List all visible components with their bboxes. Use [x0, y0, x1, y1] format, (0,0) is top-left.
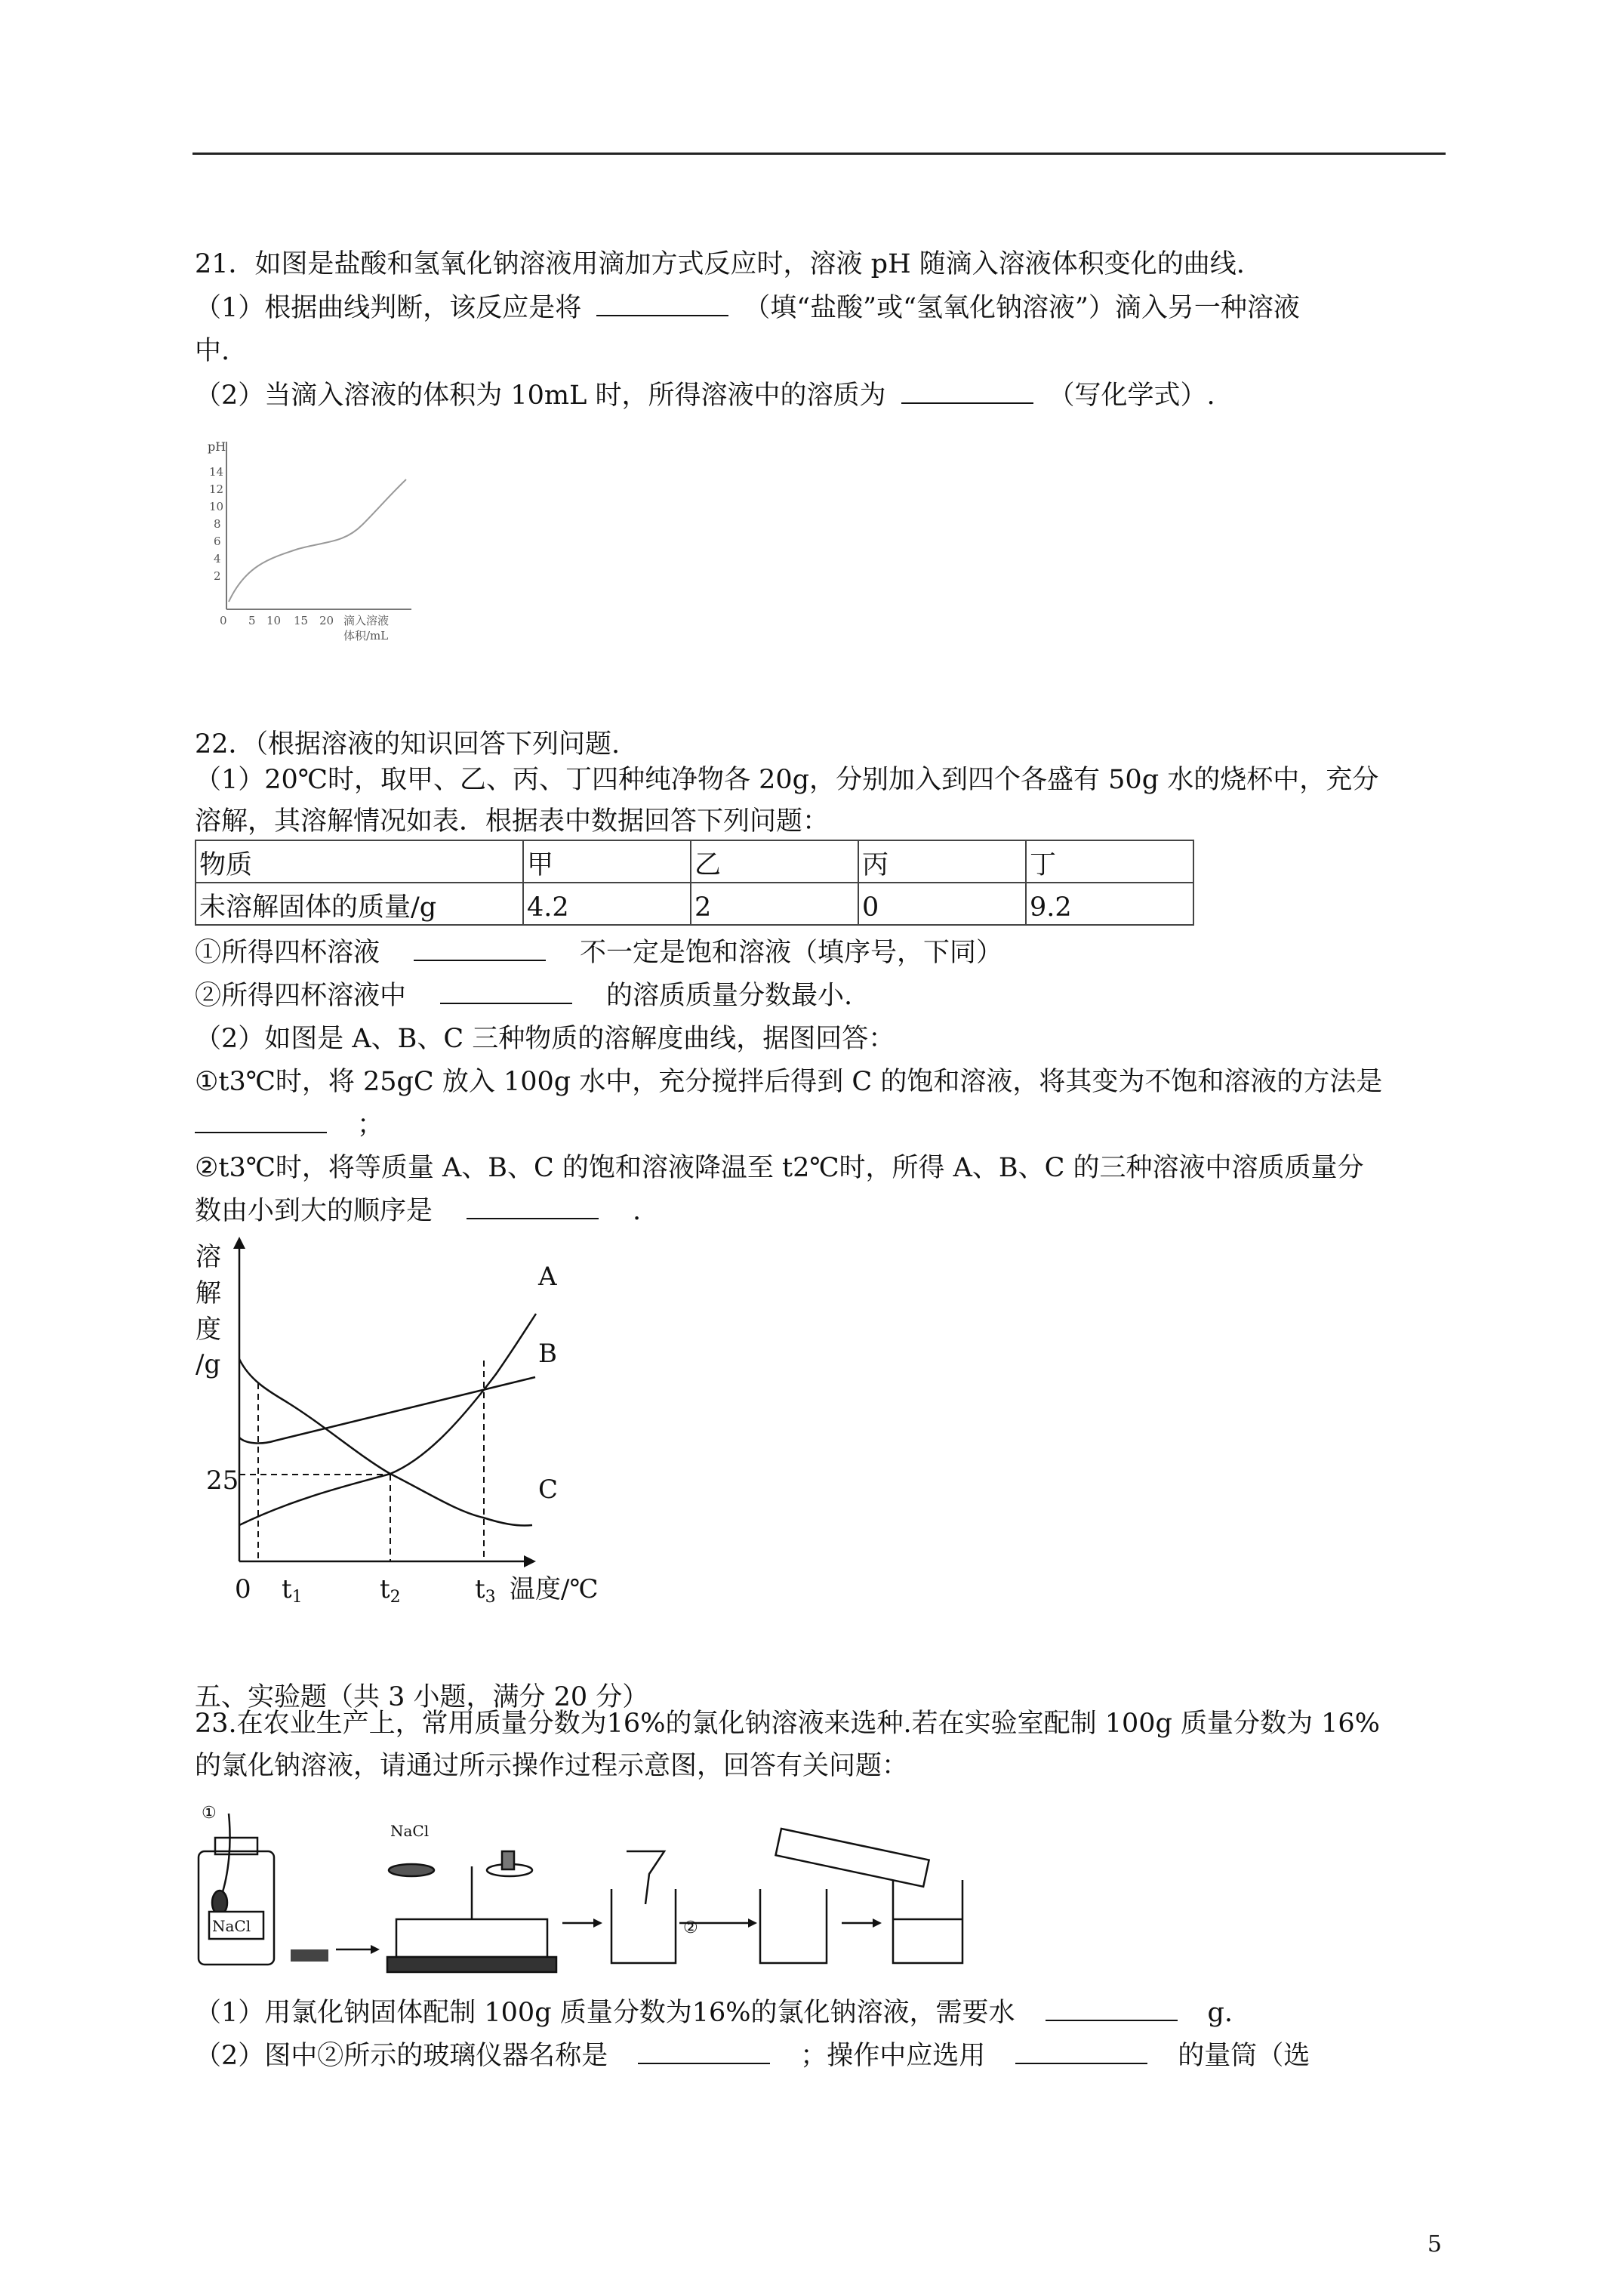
circle-2: ②	[683, 1918, 698, 1937]
table-cell: 9.2	[1026, 883, 1193, 925]
ph-chart	[192, 434, 442, 653]
series-label-c: C	[538, 1475, 559, 1505]
stopper	[291, 1949, 328, 1962]
table-cell: 甲	[523, 840, 691, 883]
chart-xtick-t2: t2	[380, 1574, 401, 1607]
q21-part2: （2）当滴入溶液的体积为 10mL 时，所得溶液中的溶质为 （写化学式）.	[195, 381, 1215, 411]
ph-ytick: 4	[214, 552, 221, 566]
q22-sub3: ①t3℃时，将 25gC 放入 100g 水中，充分搅拌后得到 C 的饱和溶液，将其变为不饱和溶液的方法是	[195, 1067, 1383, 1097]
q23-stem: 23.在农业生产上，常用质量分数为16%的氯化钠溶液来选种.若在实验室配制 100g 质量分数为 16%	[195, 1709, 1380, 1739]
balance-label: NaCl	[390, 1822, 430, 1840]
chart-ylabel: 溶	[196, 1242, 221, 1272]
ph-ylabel: pH	[208, 439, 226, 454]
reagent-jar	[199, 1814, 274, 1965]
chart-ylabel: 度	[196, 1314, 221, 1345]
q23-part2: （2）图中②所示的玻璃仪器名称是 ；操作中应选用 的量筒（选	[195, 2041, 1310, 2071]
q23-part1: （1）用氯化钠固体配制 100g 质量分数为16%的氯化钠溶液，需要水 g.	[195, 1998, 1233, 2028]
ph-ytick: 10	[209, 500, 224, 513]
answer-blank[interactable]	[467, 1195, 599, 1219]
q22-part1-cont: 溶解，其溶解情况如表．根据表中数据回答下列问题：	[195, 806, 830, 837]
curve-b	[239, 1377, 535, 1443]
q22-part1: （1）20℃时，取甲、乙、丙、丁四种纯净物各 20g，分别加入到四个各盛有 50g 水的烧杯中，充分	[195, 765, 1379, 795]
ph-xtick: 15	[294, 614, 309, 627]
ph-ytick: 8	[214, 517, 221, 531]
solubility-chart	[192, 1232, 615, 1610]
answer-blank[interactable]	[901, 380, 1033, 404]
jar-label: NaCl	[212, 1917, 251, 1935]
section5-title: 五、实验题（共 3 小题，满分 20 分）	[195, 1682, 649, 1712]
page-number: 5	[1427, 2231, 1442, 2257]
answer-blank[interactable]	[638, 2040, 770, 2064]
ph-xlabel: 滴入溶液	[343, 614, 390, 627]
ph-xtick: 5	[248, 614, 256, 627]
table-cell: 4.2	[523, 883, 691, 925]
curve-a	[239, 1314, 536, 1525]
ph-xlabel: 体积/mL	[343, 629, 389, 643]
ph-ytick: 2	[214, 569, 221, 583]
answer-blank[interactable]	[414, 937, 546, 961]
q21-stem: 21．如图是盐酸和氢氧化钠溶液用滴加方式反应时，溶液 pH 随滴入溶液体积变化的曲线.	[195, 249, 1245, 279]
ph-ytick: 12	[209, 482, 224, 496]
q21-part1-cont: 中.	[195, 336, 230, 366]
q22-stem: 22．（根据溶液的知识回答下列问题.	[195, 729, 621, 760]
series-label-b: B	[538, 1339, 557, 1369]
q22-sub4-cont: 数由小到大的顺序是 .	[195, 1196, 642, 1226]
ph-xtick: 20	[319, 614, 334, 627]
table-cell: 2	[691, 883, 858, 925]
answer-blank[interactable]	[1046, 1997, 1178, 2021]
procedure-figure	[192, 1798, 1046, 1980]
table-cell: 丙	[858, 840, 1026, 883]
table-row	[196, 840, 1193, 883]
chart-xtick-t3: t3	[475, 1574, 496, 1607]
q22-sub1: ①所得四杯溶液 不一定是饱和溶液（填序号，下同）	[195, 938, 1003, 968]
table-cell: 0	[858, 883, 1026, 925]
chart-ylabel: /g	[196, 1349, 221, 1379]
circle-1: ①	[202, 1804, 217, 1823]
chart-xtick-t1: t1	[282, 1574, 303, 1607]
table-cell: 未溶解固体的质量/g	[196, 883, 523, 925]
answer-blank[interactable]	[440, 980, 572, 1004]
table-cell: 物质	[196, 840, 523, 883]
q21-part1: （1）根据曲线判断，该反应是将 （填“盐酸”或“氢氧化钠溶液”）滴入另一种溶液	[195, 293, 1300, 323]
q22-part2: （2）如图是 A、B、C 三种物质的溶解度曲线，据图回答：	[195, 1024, 895, 1054]
table-row	[196, 883, 1193, 925]
q22-sub2: ②所得四杯溶液中 的溶质质量分数最小.	[195, 981, 853, 1011]
answer-blank[interactable]	[596, 292, 728, 316]
beaker-cylinder	[760, 1829, 929, 1963]
answer-blank[interactable]	[1015, 2040, 1147, 2064]
solubility-table	[195, 840, 1194, 926]
final-beaker	[893, 1880, 962, 1963]
beaker-funnel	[611, 1851, 676, 1963]
q22-sub3-cont: ；	[195, 1107, 383, 1143]
series-label-a: A	[538, 1262, 557, 1292]
chart-ytick-25: 25	[206, 1465, 239, 1496]
ph-xtick: 10	[266, 614, 282, 627]
ph-ytick: 6	[214, 535, 221, 548]
ph-xtick: 0	[220, 614, 227, 627]
table-cell: 丁	[1026, 840, 1193, 883]
chart-origin: 0	[235, 1574, 251, 1604]
ph-curve	[229, 479, 406, 602]
q23-stem-cont: 的氯化钠溶液，请通过所示操作过程示意图，回答有关问题：	[195, 1751, 909, 1781]
answer-blank[interactable]	[195, 1109, 327, 1133]
header-rule	[192, 153, 1446, 155]
balance	[387, 1851, 556, 1972]
table-cell: 乙	[691, 840, 858, 883]
q22-sub4: ②t3℃时，将等质量 A、B、C 的饱和溶液降温至 t2℃时，所得 A、B、C 的三种溶液中溶质质量分	[195, 1153, 1364, 1183]
chart-ylabel: 解	[196, 1278, 221, 1308]
ph-ytick: 14	[209, 465, 224, 479]
chart-xlabel: 温度/℃	[510, 1574, 599, 1604]
